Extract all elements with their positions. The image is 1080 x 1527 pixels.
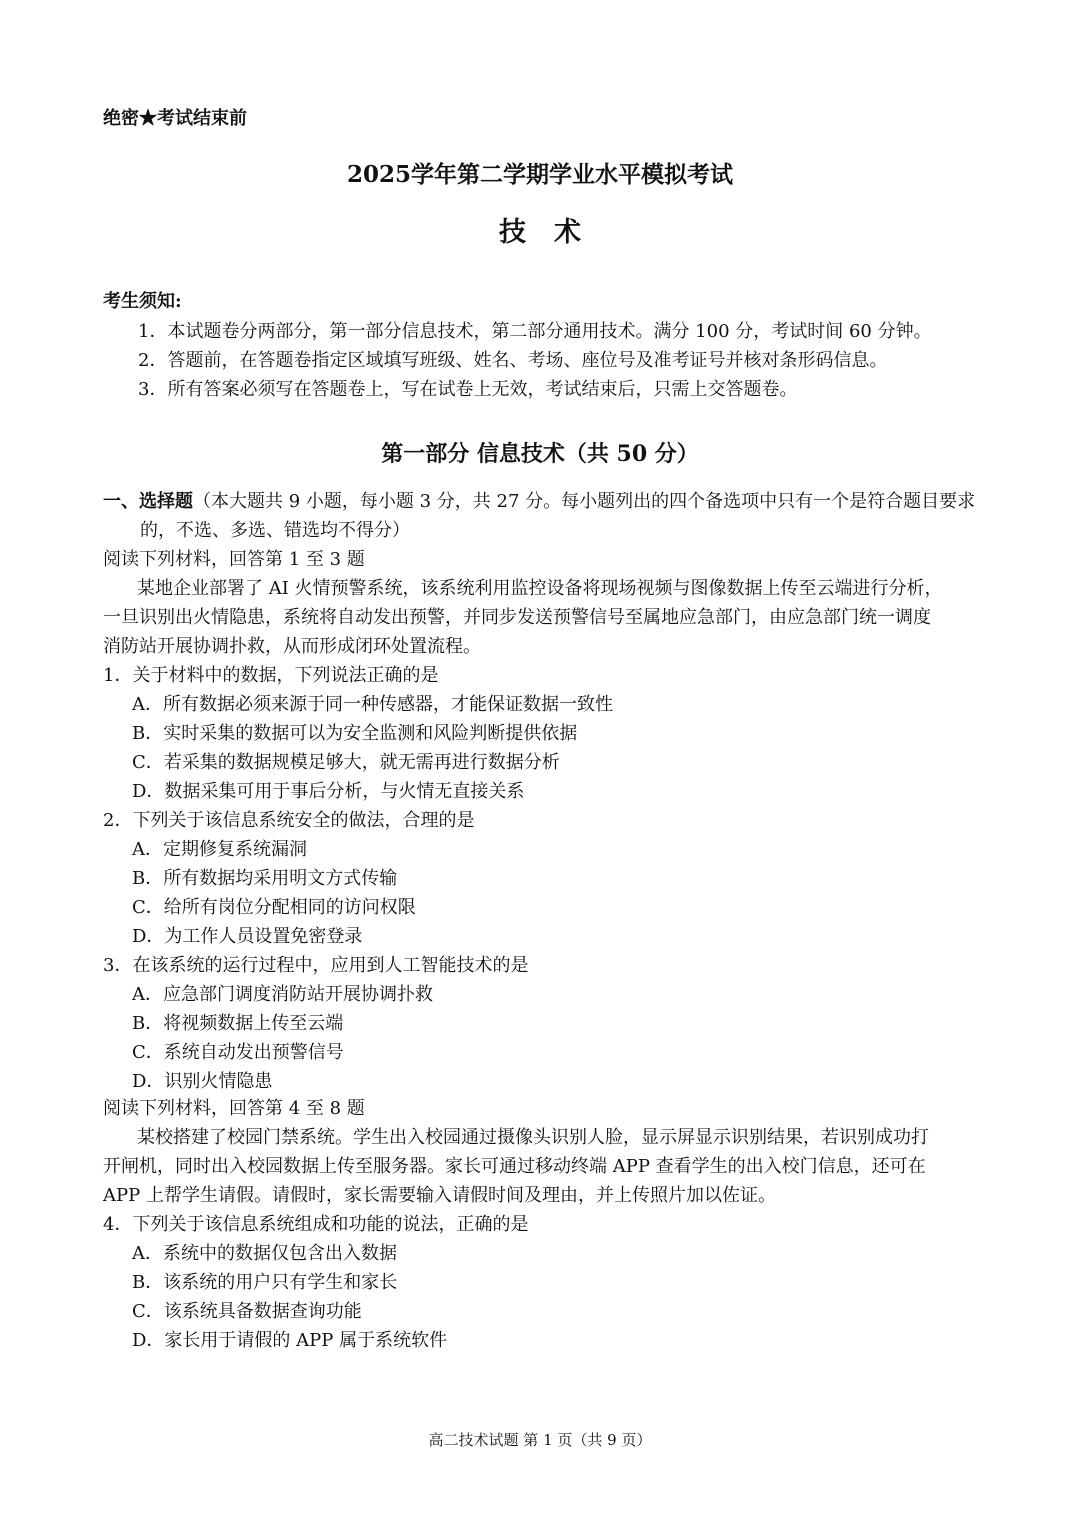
question-stem: 1．关于材料中的数据，下列说法正确的是 [103,665,439,686]
option: D．数据采集可用于事后分析，与火情无直接关系 [132,781,525,802]
option: A．所有数据必须来源于同一种传感器，才能保证数据一致性 [132,694,613,715]
option: B．所有数据均采用明文方式传输 [132,868,398,889]
notice-item: 2．答题前，在答题卷指定区域填写班级、姓名、考场、座位号及准考证号并核对条形码信息。 [138,350,888,371]
material-line: 某校搭建了校园门禁系统。学生出入校园通过摄像头识别人脸，显示屏显示识别结果，若识别成功打 [137,1127,929,1148]
option: C．该系统具备数据查询功能 [132,1301,362,1322]
question-stem: 4．下列关于该信息系统组成和功能的说法，正确的是 [103,1214,529,1235]
exam-title: 2025学年第二学期学业水平模拟考试 [346,161,733,188]
material-intro: 阅读下列材料，回答第 4 至 8 题 [103,1098,365,1119]
option: D．识别火情隐患 [132,1071,273,1092]
option: C．若采集的数据规模足够大，就无需再进行数据分析 [132,752,560,773]
page-footer: 高二技术试题 第 1 页（共 9 页） [428,1431,652,1449]
option: B．将视频数据上传至云端 [132,1013,344,1034]
confidential-mark: 绝密★考试结束前 [103,108,247,129]
option: D．家长用于请假的 APP 属于系统软件 [132,1330,448,1351]
question-stem: 2．下列关于该信息系统安全的做法，合理的是 [103,810,475,831]
question-stem: 3．在该系统的运行过程中，应用到人工智能技术的是 [103,955,529,976]
material-line: 开闸机，同时出入校园数据上传至服务器。家长可通过移动终端 APP 查看学生的出入校门信息，还可在 [103,1156,926,1177]
section-description-cont: 的，不选、多选、错选均不得分） [140,520,410,541]
notice-heading: 考生须知: [103,291,182,312]
part-title: 第一部分 信息技术（共 50 分） [381,441,699,467]
section-label: 一、选择题 [103,491,193,512]
option: B．实时采集的数据可以为安全监测和风险判断提供依据 [132,723,578,744]
option: A．定期修复系统漏洞 [132,839,307,860]
option: D．为工作人员设置免密登录 [132,926,363,947]
option: A．系统中的数据仅包含出入数据 [132,1243,397,1264]
section-description: （本大题共 9 小题，每小题 3 分，共 27 分。每小题列出的四个备选项中只有一个是符合题目要求 [193,491,976,512]
option: C．系统自动发出预警信号 [132,1042,344,1063]
notice-item: 3．所有答案必须写在答题卷上，写在试卷上无效，考试结束后，只需上交答题卷。 [138,379,798,400]
material-intro: 阅读下列材料，回答第 1 至 3 题 [103,549,365,570]
material-line: APP 上帮学生请假。请假时，家长需要输入请假时间及理由，并上传照片加以佐证。 [103,1185,776,1206]
option: A．应急部门调度消防站开展协调扑救 [132,984,433,1005]
material-line: 消防站开展协调扑救，从而形成闭环处置流程。 [103,636,481,657]
material-line: 一旦识别出火情隐患，系统将自动发出预警，并同步发送预警信号至属地应急部门，由应急部门统一调度 [103,607,931,628]
notice-item: 1．本试题卷分两部分，第一部分信息技术，第二部分通用技术。满分 100 分，考试时间 60 分钟。 [138,321,932,342]
subject-title: 技术 [499,217,609,248]
option: B．该系统的用户只有学生和家长 [132,1272,398,1293]
material-line: 某地企业部署了 AI 火情预警系统，该系统利用监控设备将现场视频与图像数据上传至云端进行分析， [137,578,943,599]
section-heading [103,487,975,513]
option: C．给所有岗位分配相同的访问权限 [132,897,416,918]
